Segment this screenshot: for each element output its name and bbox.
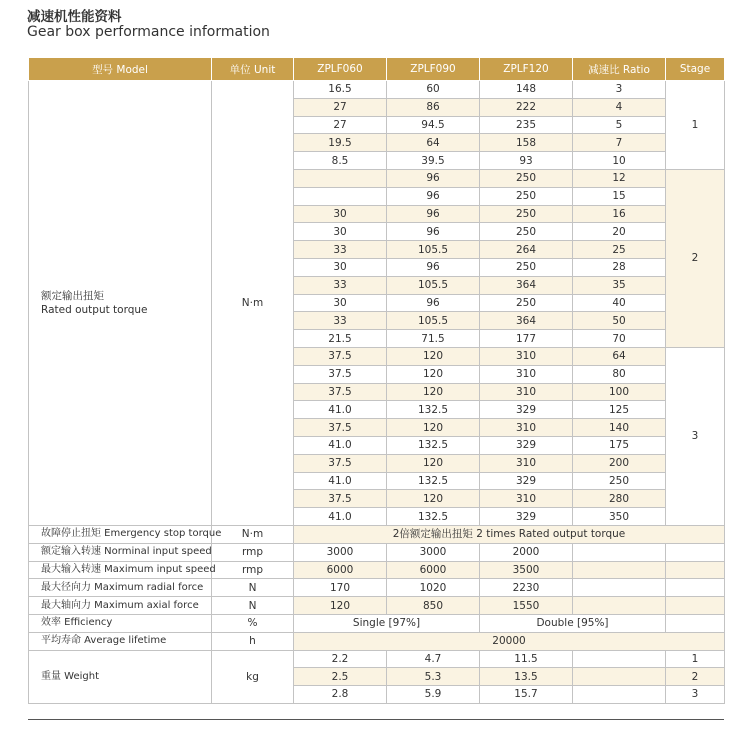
nominal-input-speed-row [29,543,725,561]
lifetime-unit: h [212,632,294,650]
torque-zplf120-cell: 310 [480,419,573,437]
ratio-cell: 280 [573,490,666,508]
torque-zplf090-cell: 96 [387,223,480,241]
max-input-speed-unit: rmp [212,561,294,579]
weight-ratio-empty [573,650,666,668]
torque-zplf090-cell: 132.5 [387,436,480,454]
max-axial-force-zplf090-cell: 850 [387,597,480,615]
header-unit: 单位 Unit [212,58,294,81]
torque-zplf120-cell: 250 [480,223,573,241]
efficiency-label: 效率 Efficiency [29,614,212,632]
header-zplf090: ZPLF090 [387,58,480,81]
ratio-cell: 80 [573,365,666,383]
torque-zplf060-cell: 30 [294,258,387,276]
torque-unit: N·m [212,81,294,526]
torque-zplf090-cell: 132.5 [387,472,480,490]
nominal-input-speed-zplf120-cell: 2000 [480,543,573,561]
torque-zplf060-cell: 30 [294,294,387,312]
stage-cell: 1 [666,81,725,170]
torque-zplf090-cell: 105.5 [387,241,480,259]
torque-zplf120-cell: 250 [480,187,573,205]
torque-zplf060-cell: 37.5 [294,454,387,472]
torque-zplf120-cell: 310 [480,454,573,472]
ratio-cell: 20 [573,223,666,241]
efficiency-row [29,614,725,632]
torque-zplf120-cell: 250 [480,294,573,312]
gearbox-performance-table [28,57,725,704]
torque-row [29,81,725,99]
ratio-cell: 5 [573,116,666,134]
max-input-speed-zplf090-cell: 6000 [387,561,480,579]
torque-zplf120-cell: 177 [480,330,573,348]
torque-zplf090-cell: 120 [387,365,480,383]
torque-zplf060-cell: 41.0 [294,401,387,419]
rated-output-torque-label-en: Rated output torque [41,303,148,316]
ratio-cell: 175 [573,436,666,454]
torque-zplf090-cell: 132.5 [387,401,480,419]
nominal-input-speed-stage-empty [666,543,725,561]
torque-zplf120-cell: 364 [480,276,573,294]
ratio-cell: 125 [573,401,666,419]
torque-zplf120-cell: 250 [480,205,573,223]
torque-zplf060-cell: 37.5 [294,419,387,437]
max-input-speed-ratio-empty [573,561,666,579]
torque-zplf090-cell: 96 [387,258,480,276]
ratio-cell: 250 [573,472,666,490]
torque-zplf120-cell: 250 [480,169,573,187]
ratio-cell: 15 [573,187,666,205]
torque-zplf120-cell: 310 [480,365,573,383]
torque-zplf060-cell: 33 [294,312,387,330]
ratio-cell: 70 [573,330,666,348]
ratio-cell: 200 [573,454,666,472]
torque-zplf090-cell: 71.5 [387,330,480,348]
max-axial-force-label: 最大轴向力 Maximum axial force [29,597,212,615]
torque-zplf120-cell: 222 [480,98,573,116]
torque-zplf090-cell: 105.5 [387,276,480,294]
torque-zplf090-cell: 94.5 [387,116,480,134]
max-axial-force-unit: N [212,597,294,615]
ratio-cell: 3 [573,81,666,99]
torque-zplf120-cell: 329 [480,401,573,419]
max-radial-force-row [29,579,725,597]
stage-cell: 2 [666,169,725,347]
torque-zplf060-cell: 16.5 [294,81,387,99]
table-header-row [29,58,725,81]
max-radial-force-stage-empty [666,579,725,597]
weight-ratio-empty [573,686,666,704]
weight-stage-cell: 1 [666,650,725,668]
torque-zplf060-cell: 37.5 [294,347,387,365]
title-english: Gear box performance information [27,24,270,40]
max-axial-force-row [29,597,725,615]
weight-zplf090-cell: 5.3 [387,668,480,686]
torque-zplf120-cell: 329 [480,508,573,526]
max-input-speed-row [29,561,725,579]
weight-zplf060-cell: 2.2 [294,650,387,668]
torque-zplf120-cell: 264 [480,241,573,259]
torque-zplf060-cell: 21.5 [294,330,387,348]
weight-zplf120-cell: 11.5 [480,650,573,668]
torque-zplf090-cell: 86 [387,98,480,116]
ratio-cell: 4 [573,98,666,116]
torque-zplf060-cell: 41.0 [294,472,387,490]
torque-zplf060-cell: 8.5 [294,152,387,170]
weight-stage-cell: 2 [666,668,725,686]
torque-zplf120-cell: 148 [480,81,573,99]
header-zplf120: ZPLF120 [480,58,573,81]
max-axial-force-ratio-empty [573,597,666,615]
emergency-stop-label: 故障停止扭矩 Emergency stop torque [29,525,212,543]
max-axial-force-zplf120-cell: 1550 [480,597,573,615]
lifetime-label: 平均寿命 Average lifetime [29,632,212,650]
nominal-input-speed-zplf090-cell: 3000 [387,543,480,561]
torque-zplf060-cell: 37.5 [294,383,387,401]
torque-zplf090-cell: 39.5 [387,152,480,170]
rated-output-torque-label [29,81,212,526]
header-stage: Stage [666,58,725,81]
torque-zplf060-cell: 41.0 [294,508,387,526]
max-radial-force-label: 最大径向力 Maximum radial force [29,579,212,597]
torque-zplf060-cell: 27 [294,98,387,116]
weight-zplf090-cell: 4.7 [387,650,480,668]
ratio-cell: 16 [573,205,666,223]
weight-zplf120-cell: 15.7 [480,686,573,704]
ratio-cell: 50 [573,312,666,330]
torque-zplf060-cell [294,169,387,187]
max-radial-force-ratio-empty [573,579,666,597]
ratio-cell: 7 [573,134,666,152]
ratio-cell: 140 [573,419,666,437]
torque-zplf060-cell: 27 [294,116,387,134]
efficiency-stage-empty [666,614,725,632]
nominal-input-speed-label: 额定输入转速 Norminal input speed [29,543,212,561]
torque-zplf060-cell: 19.5 [294,134,387,152]
ratio-cell: 35 [573,276,666,294]
torque-zplf090-cell: 120 [387,419,480,437]
torque-zplf120-cell: 364 [480,312,573,330]
max-input-speed-stage-empty [666,561,725,579]
max-radial-force-unit: N [212,579,294,597]
max-input-speed-label: 最大输入转速 Maximum input speed [29,561,212,579]
torque-zplf090-cell: 60 [387,81,480,99]
lifetime-row [29,632,725,650]
torque-zplf090-cell: 96 [387,187,480,205]
torque-zplf120-cell: 310 [480,383,573,401]
weight-unit: kg [212,650,294,703]
max-radial-force-zplf120-cell: 2230 [480,579,573,597]
torque-zplf060-cell: 37.5 [294,365,387,383]
torque-zplf120-cell: 329 [480,436,573,454]
emergency-stop-row [29,525,725,543]
ratio-cell: 64 [573,347,666,365]
weight-row [29,650,725,668]
header-model: 型号 Model [29,58,212,81]
torque-zplf060-cell: 33 [294,276,387,294]
torque-zplf090-cell: 96 [387,294,480,312]
ratio-cell: 40 [573,294,666,312]
weight-zplf090-cell: 5.9 [387,686,480,704]
rated-output-torque-label-cn: 额定输出扭矩 [41,289,104,302]
torque-zplf090-cell: 96 [387,205,480,223]
torque-zplf090-cell: 105.5 [387,312,480,330]
torque-zplf060-cell: 41.0 [294,436,387,454]
torque-zplf090-cell: 132.5 [387,508,480,526]
weight-zplf120-cell: 13.5 [480,668,573,686]
emergency-stop-unit: N·m [212,525,294,543]
nominal-input-speed-zplf060-cell: 3000 [294,543,387,561]
torque-zplf120-cell: 158 [480,134,573,152]
efficiency-double: Double [95%] [480,614,666,632]
header-zplf060: ZPLF060 [294,58,387,81]
ratio-cell: 25 [573,241,666,259]
weight-zplf060-cell: 2.5 [294,668,387,686]
torque-zplf090-cell: 120 [387,347,480,365]
torque-zplf120-cell: 93 [480,152,573,170]
lifetime-value: 20000 [294,632,725,650]
stage-cell: 3 [666,347,725,525]
torque-zplf090-cell: 120 [387,454,480,472]
torque-zplf060-cell: 37.5 [294,490,387,508]
title-chinese: 减速机性能资料 [27,9,122,25]
torque-zplf120-cell: 329 [480,472,573,490]
weight-stage-cell: 3 [666,686,725,704]
torque-zplf090-cell: 120 [387,490,480,508]
weight-label: 重量 Weight [29,650,212,703]
ratio-cell: 28 [573,258,666,276]
nominal-input-speed-unit: rmp [212,543,294,561]
torque-zplf060-cell: 30 [294,205,387,223]
torque-zplf090-cell: 96 [387,169,480,187]
torque-zplf060-cell [294,187,387,205]
max-axial-force-zplf060-cell: 120 [294,597,387,615]
torque-zplf120-cell: 235 [480,116,573,134]
torque-zplf060-cell: 30 [294,223,387,241]
torque-zplf090-cell: 120 [387,383,480,401]
max-radial-force-zplf090-cell: 1020 [387,579,480,597]
nominal-input-speed-ratio-empty [573,543,666,561]
max-input-speed-zplf120-cell: 3500 [480,561,573,579]
weight-zplf060-cell: 2.8 [294,686,387,704]
header-ratio: 减速比 Ratio [573,58,666,81]
weight-ratio-empty [573,668,666,686]
max-axial-force-stage-empty [666,597,725,615]
ratio-cell: 350 [573,508,666,526]
footer-divider [28,719,724,720]
emergency-stop-value: 2倍额定输出扭矩 2 times Rated output torque [294,525,725,543]
ratio-cell: 12 [573,169,666,187]
torque-zplf090-cell: 64 [387,134,480,152]
ratio-cell: 10 [573,152,666,170]
torque-zplf060-cell: 33 [294,241,387,259]
torque-zplf120-cell: 250 [480,258,573,276]
torque-zplf120-cell: 310 [480,347,573,365]
efficiency-unit: % [212,614,294,632]
max-input-speed-zplf060-cell: 6000 [294,561,387,579]
max-radial-force-zplf060-cell: 170 [294,579,387,597]
efficiency-single: Single [97%] [294,614,480,632]
ratio-cell: 100 [573,383,666,401]
torque-zplf120-cell: 310 [480,490,573,508]
